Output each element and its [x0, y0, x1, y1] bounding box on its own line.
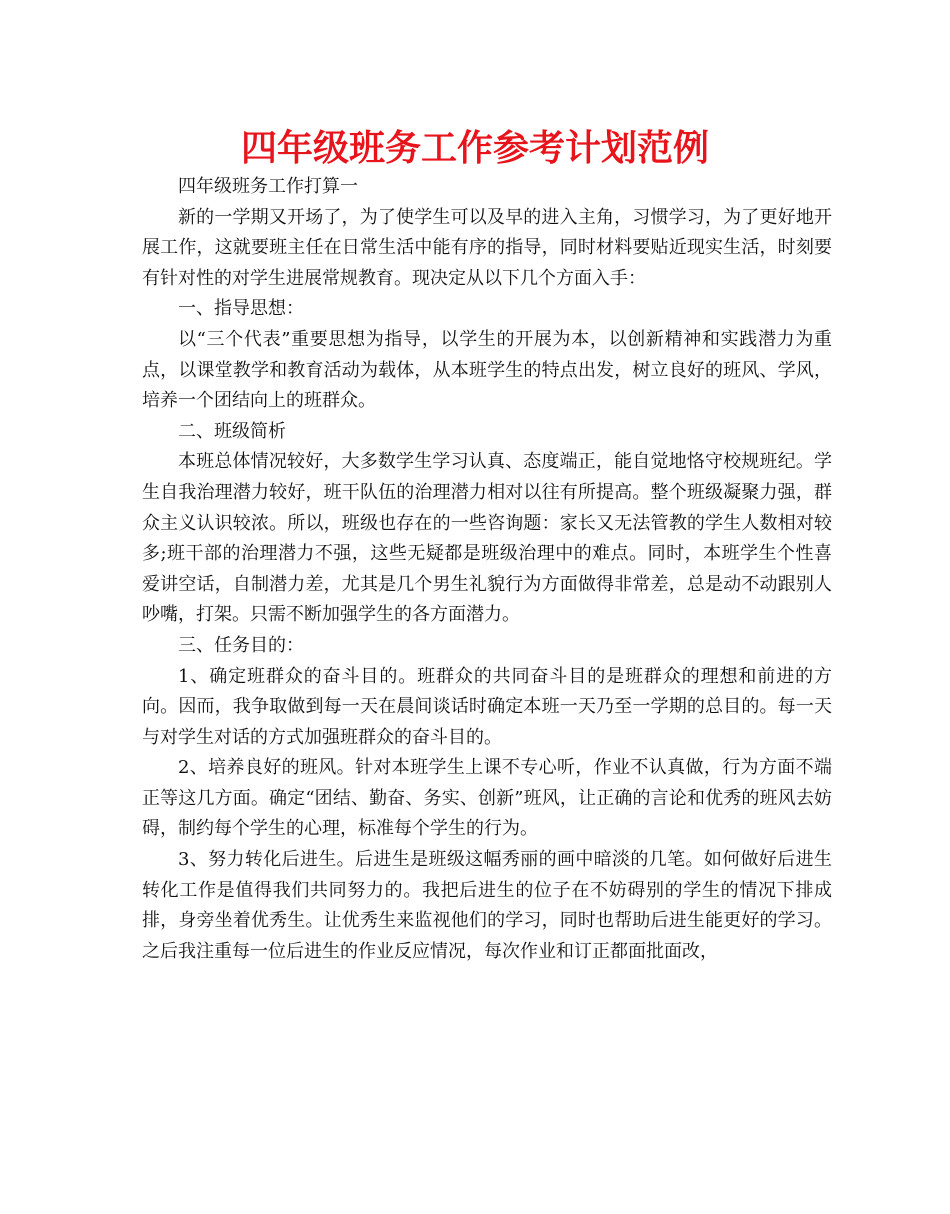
section-heading-class-analysis: 二、班级简析 [178, 420, 286, 442]
document-body [142, 172, 832, 967]
paragraph-goal-1: 1、确定班群众的奋斗目的。班群众的共同奋斗目的是班群众的理想和前进的方向。因而，我争取做到每一天在晨间谈话时确定本班一天乃至一学期的总目的。每一天与对学生对话的方式加强班群众的奋斗目的。 [142, 665, 832, 748]
section-heading-guiding-thought: 一、指导思想： [178, 298, 304, 320]
paragraph-subtitle: 四年级班务工作打算一 [178, 176, 358, 197]
paragraph-guiding-thought: 以“三个代表”重要思想为指导，以学生的开展为本，以创新精神和实践潜力为重点，以课堂教学和教育活动为载体，从本班学生的特点出发，树立良好的班风、学风，培养一个团结向上的班群众。 [142, 328, 832, 412]
document-title: 四年级班务工作参考计划范例 [240, 128, 709, 169]
section-heading-task-goals: 三、任务目的： [178, 634, 304, 656]
paragraph-goal-3: 3、努力转化后进生。后进生是班级这幅秀丽的画中暗淡的几笔。如何做好后进生转化工作是值得我们共同努力的。我把后进生的位子在不妨碍别的学生的情况下排成排，身旁坐着优秀生。让优秀生来监视他们的学习，同时也帮助后进生能更好的学习。之后我注重每一位后进生的作业反应情况，每次作业和订正都面批面改， [142, 849, 832, 962]
paragraph-goal-2: 2、培养良好的班风。针对本班学生上课不专心听，作业不认真做，行为方面不端正等这几方面。确定“团结、勤奋、务实、创新”班风，让正确的言论和优秀的班风去妨碍，制约每个学生的心理，标准每个学生的行为。 [142, 757, 832, 840]
paragraph-class-analysis: 本班总体情况较好，大多数学生学习认真、态度端正，能自觉地恪守校规班纪。学生自我治理潜力较好，班干队伍的治理潜力相对以往有所提高。整个班级凝聚力强，群众主义认识较浓。所以，班级也存在的一些咨询题：家长又无法管教的学生人数相对较多;班干部的治理潜力不强，这些无疑都是班级治理中的难点。同时，本班学生个性喜爱讲空话，自制潜力差，尤其是几个男生礼貌行为方面做得非常差，总是动不动跟别人吵嘴，打架。只需不断加强学生的各方面潜力。 [142, 451, 832, 626]
paragraph-intro: 新的一学期又开场了，为了使学生可以及早的进入主角，习惯学习，为了更好地开展工作，这就要班主任在日常生活中能有序的指导，同时材料要贴近现实生活，时刻要有针对性的对学生进展常规教育。现决定从以下几个方面入手： [142, 206, 832, 289]
